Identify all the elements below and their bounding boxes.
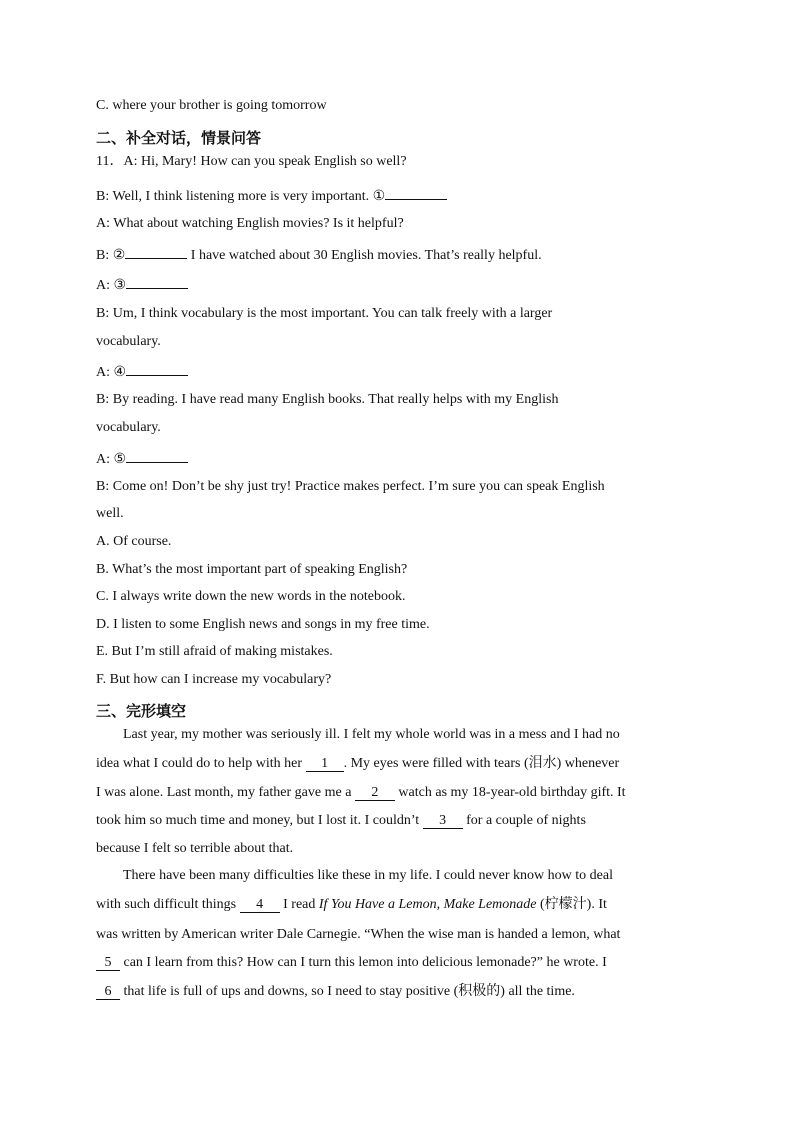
dialogue-line	[96, 153, 407, 171]
answer-blank[interactable]	[125, 244, 187, 259]
dialogue-line	[96, 333, 161, 351]
dialogue-text: well.	[96, 506, 124, 521]
section2-heading: 二、补全对话，情景问答	[96, 129, 262, 147]
dialogue-text: vocabulary.	[96, 334, 161, 349]
text: . My eyes were filled with tears (泪水) whenever	[343, 756, 620, 771]
cloze-p1-line2	[96, 755, 619, 773]
dialogue-text: B: Um, I think vocabulary is the most important. You can talk freely with a larger	[96, 306, 553, 321]
cloze-blank-4[interactable]: 4	[240, 897, 280, 913]
cloze-p1-line3	[96, 784, 626, 802]
dialogue-line	[96, 215, 404, 233]
cloze-blank-6[interactable]: 6	[96, 984, 120, 1000]
text: idea what I could do to help with her	[96, 756, 306, 771]
option-item: F. But how can I increase my vocabulary?	[96, 672, 332, 687]
option-item: C. I always write down the new words in the notebook.	[96, 589, 406, 604]
text: that life is full of ups and downs, so I need to stay positive (积极的) all the time.	[120, 984, 575, 999]
answer-blank[interactable]	[385, 185, 447, 200]
dialogue-line	[96, 185, 447, 206]
cloze-p2-line1: There have been many difficulties like these in my life. I could never know how to deal	[123, 868, 613, 883]
option-item: E. But I’m still afraid of making mistakes.	[96, 644, 333, 659]
book-title: If You Have a Lemon, Make Lemonade	[318, 897, 537, 912]
cloze-blank-1[interactable]: 1	[306, 756, 344, 772]
dialogue-text: B: Well, I think listening more is very important. ①	[96, 189, 386, 204]
section3-heading: 三、完形填空	[96, 702, 187, 720]
cloze-blank-3[interactable]: 3	[423, 813, 463, 829]
option-item: B. What’s the most important part of speaking English?	[96, 562, 408, 577]
text: can I learn from this? How can I turn this lemon into delicious lemonade?” he wrote. I	[120, 955, 607, 970]
text: watch as my 18-year-old birthday gift. It	[394, 785, 626, 800]
dialogue-line	[96, 305, 552, 323]
dialogue-text: vocabulary.	[96, 420, 161, 435]
answer-blank[interactable]	[126, 448, 188, 463]
dialogue-line	[96, 274, 188, 295]
text: I read	[279, 897, 319, 912]
option-item: A. Of course.	[96, 534, 172, 549]
cloze-blank-2[interactable]: 2	[355, 785, 395, 801]
dialogue-text: A: ⑤	[96, 452, 127, 467]
text: took him so much time and money, but I lost it. I couldn’t	[96, 813, 423, 828]
dialogue-line	[96, 244, 542, 265]
cloze-p2-line3: was written by American writer Dale Carnegie. “When the wise man is handed a lemon, what	[96, 927, 621, 942]
answer-blank[interactable]	[126, 274, 188, 289]
dialogue-text: 11．A: Hi, Mary! How can you speak English so well?	[96, 154, 407, 169]
dialogue-line	[96, 478, 605, 496]
dialogue-line	[96, 505, 124, 523]
cloze-p2-line4	[96, 954, 607, 972]
cloze-p1-line4	[96, 812, 586, 830]
dialogue-text: I have watched about 30 English movies. That’s really helpful.	[187, 248, 542, 263]
dialogue-text: A: ④	[96, 365, 127, 380]
text: (柠檬汁). It	[536, 897, 607, 912]
answer-blank[interactable]	[126, 361, 188, 376]
dialogue-text: B: By reading. I have read many English books. That really helps with my English	[96, 392, 559, 407]
dialogue-text: A: What about watching English movies? Is it helpful?	[96, 216, 404, 231]
dialogue-line	[96, 419, 161, 437]
text: for a couple of nights	[462, 813, 586, 828]
q10-option-c: C. where your brother is going tomorrow	[96, 98, 327, 113]
text: with such difficult things	[96, 897, 240, 912]
dialogue-text: A: ③	[96, 278, 127, 293]
option-item: D. I listen to some English news and songs in my free time.	[96, 617, 430, 632]
cloze-p2-line5	[96, 983, 575, 1001]
cloze-p1-line1: Last year, my mother was seriously ill. I felt my whole world was in a mess and I had no	[123, 727, 620, 742]
cloze-p1-line5: because I felt so terrible about that.	[96, 841, 294, 856]
dialogue-text: B: Come on! Don’t be shy just try! Practice makes perfect. I’m sure you can speak English	[96, 479, 605, 494]
cloze-blank-5[interactable]: 5	[96, 955, 120, 971]
cloze-p2-line2	[96, 896, 607, 914]
dialogue-line	[96, 391, 558, 409]
dialogue-line	[96, 448, 188, 469]
dialogue-line	[96, 361, 188, 382]
text: I was alone. Last month, my father gave me a	[96, 785, 355, 800]
dialogue-text: B: ②	[96, 248, 126, 263]
